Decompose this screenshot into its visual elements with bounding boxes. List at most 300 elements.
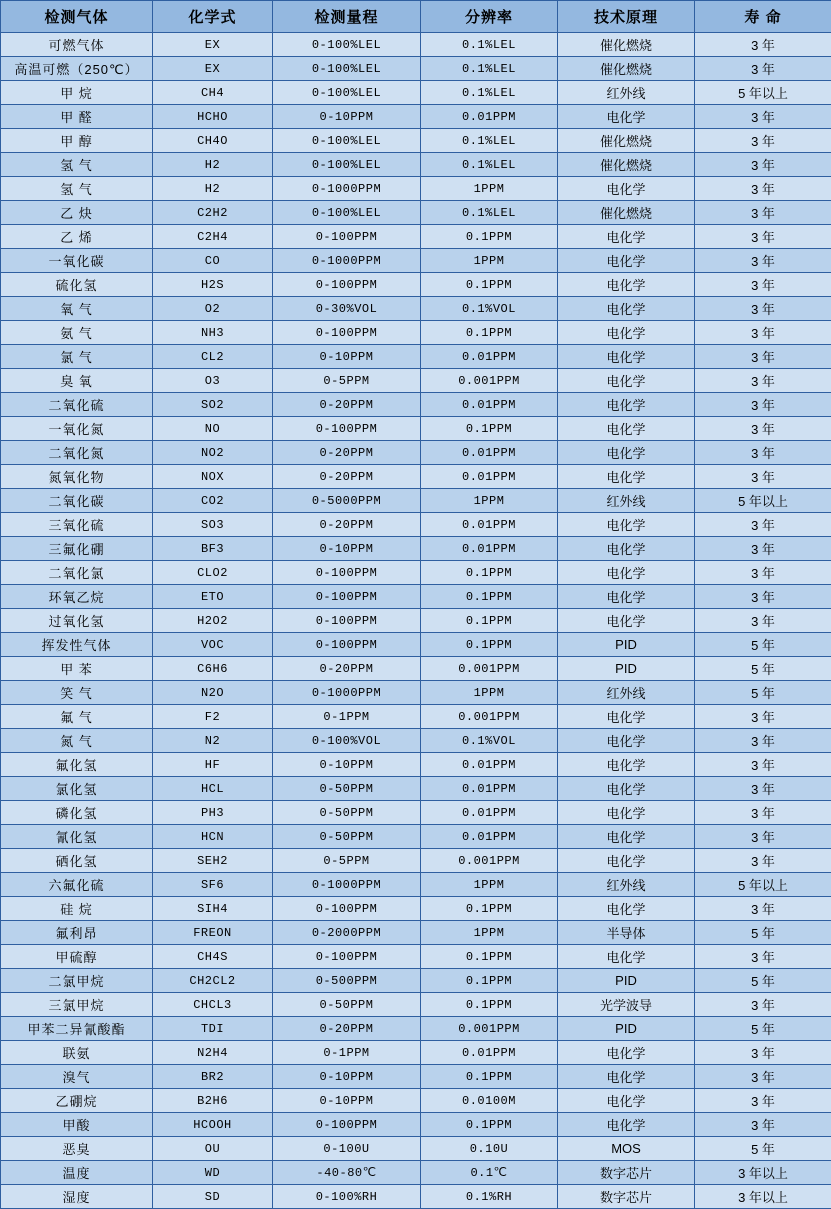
cell-gas: 甲酸 — [1, 1113, 153, 1137]
cell-lifetime: 3 年 — [695, 1065, 831, 1089]
cell-principle: 红外线 — [558, 81, 695, 105]
cell-formula: HCN — [153, 825, 273, 849]
cell-formula: HCHO — [153, 105, 273, 129]
table-row — [1, 321, 831, 345]
cell-resolution: 0.1%LEL — [421, 153, 558, 177]
cell-range: 0-100%LEL — [273, 129, 421, 153]
cell-formula: NO2 — [153, 441, 273, 465]
cell-resolution: 0.1%LEL — [421, 33, 558, 57]
cell-gas: 甲 醛 — [1, 105, 153, 129]
cell-gas: 氨 气 — [1, 321, 153, 345]
cell-range: 0-30%VOL — [273, 297, 421, 321]
cell-gas: 硒化氢 — [1, 849, 153, 873]
cell-principle: 电化学 — [558, 729, 695, 753]
cell-lifetime: 3 年 — [695, 897, 831, 921]
cell-principle: 电化学 — [558, 705, 695, 729]
cell-lifetime: 3 年 — [695, 105, 831, 129]
cell-gas: 湿度 — [1, 1185, 153, 1209]
cell-principle: PID — [558, 633, 695, 657]
cell-gas: 乙硼烷 — [1, 1089, 153, 1113]
cell-principle: 电化学 — [558, 273, 695, 297]
cell-resolution: 0.001PPM — [421, 369, 558, 393]
cell-gas: 二氧化碳 — [1, 489, 153, 513]
cell-lifetime: 5 年 — [695, 681, 831, 705]
cell-lifetime: 5 年以上 — [695, 81, 831, 105]
cell-formula: C6H6 — [153, 657, 273, 681]
column-header-formula: 化学式 — [153, 1, 273, 33]
cell-principle: 半导体 — [558, 921, 695, 945]
cell-principle: 电化学 — [558, 441, 695, 465]
cell-resolution: 0.1PPM — [421, 993, 558, 1017]
cell-range: 0-10PPM — [273, 1089, 421, 1113]
cell-principle: 电化学 — [558, 417, 695, 441]
cell-formula: SO3 — [153, 513, 273, 537]
cell-principle: 电化学 — [558, 321, 695, 345]
cell-gas: 温度 — [1, 1161, 153, 1185]
cell-gas: 过氧化氢 — [1, 609, 153, 633]
cell-resolution: 0.10U — [421, 1137, 558, 1161]
cell-lifetime: 3 年 — [695, 441, 831, 465]
cell-principle: 电化学 — [558, 801, 695, 825]
cell-gas: 三氯甲烷 — [1, 993, 153, 1017]
cell-range: 0-20PPM — [273, 657, 421, 681]
table-row — [1, 969, 831, 993]
table-row — [1, 609, 831, 633]
cell-range: 0-1000PPM — [273, 249, 421, 273]
cell-formula: NO — [153, 417, 273, 441]
cell-resolution: 0.01PPM — [421, 825, 558, 849]
table-row — [1, 801, 831, 825]
cell-range: 0-100PPM — [273, 897, 421, 921]
cell-principle: 电化学 — [558, 1089, 695, 1113]
cell-gas: 甲 醇 — [1, 129, 153, 153]
cell-gas: 氮氧化物 — [1, 465, 153, 489]
table-row — [1, 201, 831, 225]
cell-range: 0-5PPM — [273, 849, 421, 873]
cell-gas: 氯化氢 — [1, 777, 153, 801]
cell-formula: C2H2 — [153, 201, 273, 225]
cell-range: 0-20PPM — [273, 393, 421, 417]
cell-principle: 电化学 — [558, 585, 695, 609]
cell-formula: H2S — [153, 273, 273, 297]
cell-range: 0-100U — [273, 1137, 421, 1161]
cell-lifetime: 5 年以上 — [695, 873, 831, 897]
cell-resolution: 0.1PPM — [421, 321, 558, 345]
cell-range: 0-500PPM — [273, 969, 421, 993]
cell-principle: PID — [558, 657, 695, 681]
cell-resolution: 1PPM — [421, 489, 558, 513]
table-row — [1, 441, 831, 465]
cell-gas: 二氧化氯 — [1, 561, 153, 585]
cell-principle: 电化学 — [558, 465, 695, 489]
cell-formula: CH2CL2 — [153, 969, 273, 993]
cell-principle: 电化学 — [558, 753, 695, 777]
cell-range: 0-100%VOL — [273, 729, 421, 753]
table-row — [1, 729, 831, 753]
cell-gas: 氟化氢 — [1, 753, 153, 777]
cell-resolution: 0.001PPM — [421, 1017, 558, 1041]
cell-range: 0-50PPM — [273, 777, 421, 801]
cell-gas: 三氟化硼 — [1, 537, 153, 561]
column-header-range: 检测量程 — [273, 1, 421, 33]
cell-lifetime: 3 年 — [695, 1089, 831, 1113]
cell-principle: 电化学 — [558, 225, 695, 249]
cell-range: 0-20PPM — [273, 513, 421, 537]
cell-lifetime: 3 年 — [695, 825, 831, 849]
cell-principle: 电化学 — [558, 1113, 695, 1137]
cell-gas: 氯 气 — [1, 345, 153, 369]
cell-resolution: 1PPM — [421, 921, 558, 945]
cell-formula: O2 — [153, 297, 273, 321]
cell-principle: 催化燃烧 — [558, 33, 695, 57]
cell-resolution: 0.01PPM — [421, 393, 558, 417]
cell-resolution: 0.1PPM — [421, 273, 558, 297]
cell-principle: 光学波导 — [558, 993, 695, 1017]
cell-formula: SEH2 — [153, 849, 273, 873]
cell-gas: 甲 烷 — [1, 81, 153, 105]
cell-formula: NH3 — [153, 321, 273, 345]
cell-gas: 臭 氧 — [1, 369, 153, 393]
cell-resolution: 0.1℃ — [421, 1161, 558, 1185]
cell-principle: MOS — [558, 1137, 695, 1161]
cell-range: 0-100PPM — [273, 633, 421, 657]
cell-range: 0-100PPM — [273, 273, 421, 297]
cell-gas: 氧 气 — [1, 297, 153, 321]
cell-resolution: 0.01PPM — [421, 1041, 558, 1065]
cell-principle: 电化学 — [558, 369, 695, 393]
cell-resolution: 0.1PPM — [421, 1065, 558, 1089]
cell-formula: O3 — [153, 369, 273, 393]
cell-formula: H2 — [153, 153, 273, 177]
cell-principle: 电化学 — [558, 945, 695, 969]
cell-formula: N2H4 — [153, 1041, 273, 1065]
cell-resolution: 0.001PPM — [421, 657, 558, 681]
cell-range: 0-2000PPM — [273, 921, 421, 945]
cell-gas: 氟利昂 — [1, 921, 153, 945]
cell-principle: 催化燃烧 — [558, 201, 695, 225]
table-header-row — [1, 1, 831, 33]
cell-resolution: 0.01PPM — [421, 441, 558, 465]
cell-gas: 二氯甲烷 — [1, 969, 153, 993]
table-row — [1, 1017, 831, 1041]
cell-gas: 联氨 — [1, 1041, 153, 1065]
cell-lifetime: 3 年 — [695, 777, 831, 801]
cell-formula: TDI — [153, 1017, 273, 1041]
cell-lifetime: 3 年 — [695, 849, 831, 873]
cell-range: 0-100PPM — [273, 1113, 421, 1137]
cell-gas: 氢 气 — [1, 177, 153, 201]
cell-principle: 数字芯片 — [558, 1161, 695, 1185]
cell-range: 0-100%LEL — [273, 81, 421, 105]
cell-formula: BR2 — [153, 1065, 273, 1089]
cell-principle: 催化燃烧 — [558, 153, 695, 177]
cell-lifetime: 3 年 — [695, 321, 831, 345]
table-row — [1, 1065, 831, 1089]
cell-range: 0-10PPM — [273, 345, 421, 369]
cell-gas: 乙 炔 — [1, 201, 153, 225]
cell-formula: CH4S — [153, 945, 273, 969]
cell-resolution: 0.01PPM — [421, 105, 558, 129]
cell-principle: 红外线 — [558, 873, 695, 897]
cell-gas: 一氧化氮 — [1, 417, 153, 441]
cell-formula: EX — [153, 57, 273, 81]
cell-gas: 硫化氢 — [1, 273, 153, 297]
cell-formula: VOC — [153, 633, 273, 657]
cell-formula: NOX — [153, 465, 273, 489]
cell-formula: HF — [153, 753, 273, 777]
cell-resolution: 0.1PPM — [421, 609, 558, 633]
cell-gas: 甲苯二异氰酸酯 — [1, 1017, 153, 1041]
cell-formula: OU — [153, 1137, 273, 1161]
cell-lifetime: 3 年 — [695, 345, 831, 369]
cell-range: 0-1PPM — [273, 1041, 421, 1065]
cell-principle: 电化学 — [558, 609, 695, 633]
cell-gas: 硅 烷 — [1, 897, 153, 921]
cell-principle: 电化学 — [558, 1041, 695, 1065]
cell-formula: H2 — [153, 177, 273, 201]
cell-principle: 电化学 — [558, 177, 695, 201]
cell-principle: 红外线 — [558, 489, 695, 513]
cell-resolution: 0.01PPM — [421, 513, 558, 537]
cell-principle: PID — [558, 969, 695, 993]
table-row — [1, 81, 831, 105]
cell-range: 0-100PPM — [273, 585, 421, 609]
table-row — [1, 153, 831, 177]
table-row — [1, 225, 831, 249]
table-row — [1, 849, 831, 873]
cell-range: 0-1000PPM — [273, 177, 421, 201]
cell-gas: 氟 气 — [1, 705, 153, 729]
cell-range: 0-100PPM — [273, 321, 421, 345]
cell-range: 0-1PPM — [273, 705, 421, 729]
cell-principle: 电化学 — [558, 249, 695, 273]
cell-gas: 笑 气 — [1, 681, 153, 705]
cell-range: 0-100PPM — [273, 945, 421, 969]
table-row — [1, 273, 831, 297]
cell-gas: 二氧化氮 — [1, 441, 153, 465]
table-row — [1, 513, 831, 537]
cell-resolution: 0.1%LEL — [421, 129, 558, 153]
cell-formula: F2 — [153, 705, 273, 729]
cell-resolution: 0.1PPM — [421, 417, 558, 441]
cell-gas: 溴气 — [1, 1065, 153, 1089]
cell-lifetime: 3 年 — [695, 297, 831, 321]
table-row — [1, 681, 831, 705]
cell-gas: 甲硫醇 — [1, 945, 153, 969]
cell-gas: 挥发性气体 — [1, 633, 153, 657]
cell-gas: 磷化氢 — [1, 801, 153, 825]
cell-principle: 数字芯片 — [558, 1185, 695, 1209]
table-row — [1, 177, 831, 201]
table-row — [1, 945, 831, 969]
cell-gas: 氢 气 — [1, 153, 153, 177]
cell-range: 0-10PPM — [273, 105, 421, 129]
cell-lifetime: 3 年 — [695, 513, 831, 537]
cell-resolution: 0.001PPM — [421, 849, 558, 873]
cell-lifetime: 3 年 — [695, 153, 831, 177]
cell-principle: 电化学 — [558, 297, 695, 321]
table-row — [1, 1137, 831, 1161]
table-row — [1, 33, 831, 57]
cell-principle: 电化学 — [558, 825, 695, 849]
cell-gas: 恶臭 — [1, 1137, 153, 1161]
cell-resolution: 0.1%LEL — [421, 81, 558, 105]
cell-principle: PID — [558, 1017, 695, 1041]
cell-gas: 氮 气 — [1, 729, 153, 753]
cell-resolution: 0.1%RH — [421, 1185, 558, 1209]
cell-resolution: 0.01PPM — [421, 777, 558, 801]
cell-lifetime: 5 年 — [695, 921, 831, 945]
cell-lifetime: 3 年 — [695, 1113, 831, 1137]
cell-principle: 电化学 — [558, 105, 695, 129]
cell-formula: CHCL3 — [153, 993, 273, 1017]
table-row — [1, 1041, 831, 1065]
cell-gas: 六氟化硫 — [1, 873, 153, 897]
cell-principle: 电化学 — [558, 849, 695, 873]
cell-range: 0-50PPM — [273, 825, 421, 849]
cell-resolution: 0.1%LEL — [421, 57, 558, 81]
cell-resolution: 0.1%LEL — [421, 201, 558, 225]
cell-lifetime: 5 年 — [695, 633, 831, 657]
cell-range: 0-50PPM — [273, 801, 421, 825]
table-row — [1, 657, 831, 681]
cell-principle: 催化燃烧 — [558, 129, 695, 153]
cell-lifetime: 5 年以上 — [695, 489, 831, 513]
cell-lifetime: 3 年 — [695, 585, 831, 609]
cell-resolution: 0.1PPM — [421, 969, 558, 993]
cell-gas: 高温可燃（250℃） — [1, 57, 153, 81]
cell-range: 0-20PPM — [273, 441, 421, 465]
table-row — [1, 1089, 831, 1113]
cell-principle: 电化学 — [558, 393, 695, 417]
cell-range: 0-10PPM — [273, 537, 421, 561]
cell-formula: ETO — [153, 585, 273, 609]
table-row — [1, 57, 831, 81]
cell-lifetime: 3 年 — [695, 201, 831, 225]
cell-formula: WD — [153, 1161, 273, 1185]
cell-lifetime: 3 年 — [695, 369, 831, 393]
cell-formula: CO — [153, 249, 273, 273]
cell-gas: 可燃气体 — [1, 33, 153, 57]
cell-lifetime: 3 年 — [695, 537, 831, 561]
table-row — [1, 585, 831, 609]
cell-range: 0-100%LEL — [273, 33, 421, 57]
column-header-lifetime: 寿 命 — [695, 1, 831, 33]
cell-lifetime: 3 年 — [695, 801, 831, 825]
table-row — [1, 1161, 831, 1185]
table-body — [1, 33, 831, 1209]
cell-resolution: 0.001PPM — [421, 705, 558, 729]
cell-resolution: 1PPM — [421, 681, 558, 705]
cell-lifetime: 3 年 — [695, 249, 831, 273]
cell-formula: N2 — [153, 729, 273, 753]
cell-lifetime: 3 年 — [695, 465, 831, 489]
table-row — [1, 369, 831, 393]
table-row — [1, 705, 831, 729]
cell-formula: CO2 — [153, 489, 273, 513]
cell-formula: H2O2 — [153, 609, 273, 633]
cell-lifetime: 3 年 — [695, 1041, 831, 1065]
cell-gas: 甲 苯 — [1, 657, 153, 681]
cell-formula: HCOOH — [153, 1113, 273, 1137]
cell-formula: CH4O — [153, 129, 273, 153]
cell-formula: HCL — [153, 777, 273, 801]
cell-formula: CH4 — [153, 81, 273, 105]
table-row — [1, 897, 831, 921]
table-header — [1, 1, 831, 33]
cell-lifetime: 5 年 — [695, 1137, 831, 1161]
table-row — [1, 105, 831, 129]
cell-formula: B2H6 — [153, 1089, 273, 1113]
cell-range: 0-10PPM — [273, 1065, 421, 1089]
cell-resolution: 1PPM — [421, 177, 558, 201]
cell-range: 0-100PPM — [273, 561, 421, 585]
cell-range: 0-100%LEL — [273, 57, 421, 81]
cell-formula: C2H4 — [153, 225, 273, 249]
cell-gas: 二氧化硫 — [1, 393, 153, 417]
cell-range: 0-20PPM — [273, 465, 421, 489]
table-row — [1, 921, 831, 945]
cell-range: -40-80℃ — [273, 1161, 421, 1185]
cell-resolution: 0.01PPM — [421, 801, 558, 825]
table-row — [1, 249, 831, 273]
cell-resolution: 0.1%VOL — [421, 729, 558, 753]
cell-formula: CLO2 — [153, 561, 273, 585]
cell-gas: 乙 烯 — [1, 225, 153, 249]
cell-resolution: 0.01PPM — [421, 345, 558, 369]
table-row — [1, 561, 831, 585]
cell-lifetime: 3 年 — [695, 753, 831, 777]
cell-principle: 电化学 — [558, 777, 695, 801]
cell-gas: 一氧化碳 — [1, 249, 153, 273]
cell-lifetime: 3 年以上 — [695, 1161, 831, 1185]
cell-lifetime: 3 年 — [695, 393, 831, 417]
cell-resolution: 0.1PPM — [421, 585, 558, 609]
cell-resolution: 0.1PPM — [421, 945, 558, 969]
cell-range: 0-100PPM — [273, 609, 421, 633]
cell-formula: SO2 — [153, 393, 273, 417]
cell-resolution: 0.01PPM — [421, 537, 558, 561]
cell-lifetime: 3 年 — [695, 705, 831, 729]
table-row — [1, 465, 831, 489]
cell-formula: SIH4 — [153, 897, 273, 921]
table-row — [1, 129, 831, 153]
cell-formula: PH3 — [153, 801, 273, 825]
cell-range: 0-100%LEL — [273, 201, 421, 225]
cell-lifetime: 3 年 — [695, 993, 831, 1017]
cell-resolution: 0.1PPM — [421, 225, 558, 249]
cell-gas: 三氧化硫 — [1, 513, 153, 537]
cell-principle: 催化燃烧 — [558, 57, 695, 81]
table-row — [1, 633, 831, 657]
cell-range: 0-1000PPM — [273, 681, 421, 705]
table-row — [1, 297, 831, 321]
cell-range: 0-100%RH — [273, 1185, 421, 1209]
cell-range: 0-1000PPM — [273, 873, 421, 897]
cell-resolution: 0.01PPM — [421, 465, 558, 489]
table-row — [1, 873, 831, 897]
cell-lifetime: 3 年 — [695, 177, 831, 201]
cell-lifetime: 3 年以上 — [695, 1185, 831, 1209]
cell-resolution: 0.0100M — [421, 1089, 558, 1113]
cell-lifetime: 3 年 — [695, 945, 831, 969]
cell-lifetime: 3 年 — [695, 273, 831, 297]
table-row — [1, 345, 831, 369]
cell-formula: N2O — [153, 681, 273, 705]
table-row — [1, 1113, 831, 1137]
cell-lifetime: 3 年 — [695, 57, 831, 81]
cell-range: 0-100PPM — [273, 225, 421, 249]
